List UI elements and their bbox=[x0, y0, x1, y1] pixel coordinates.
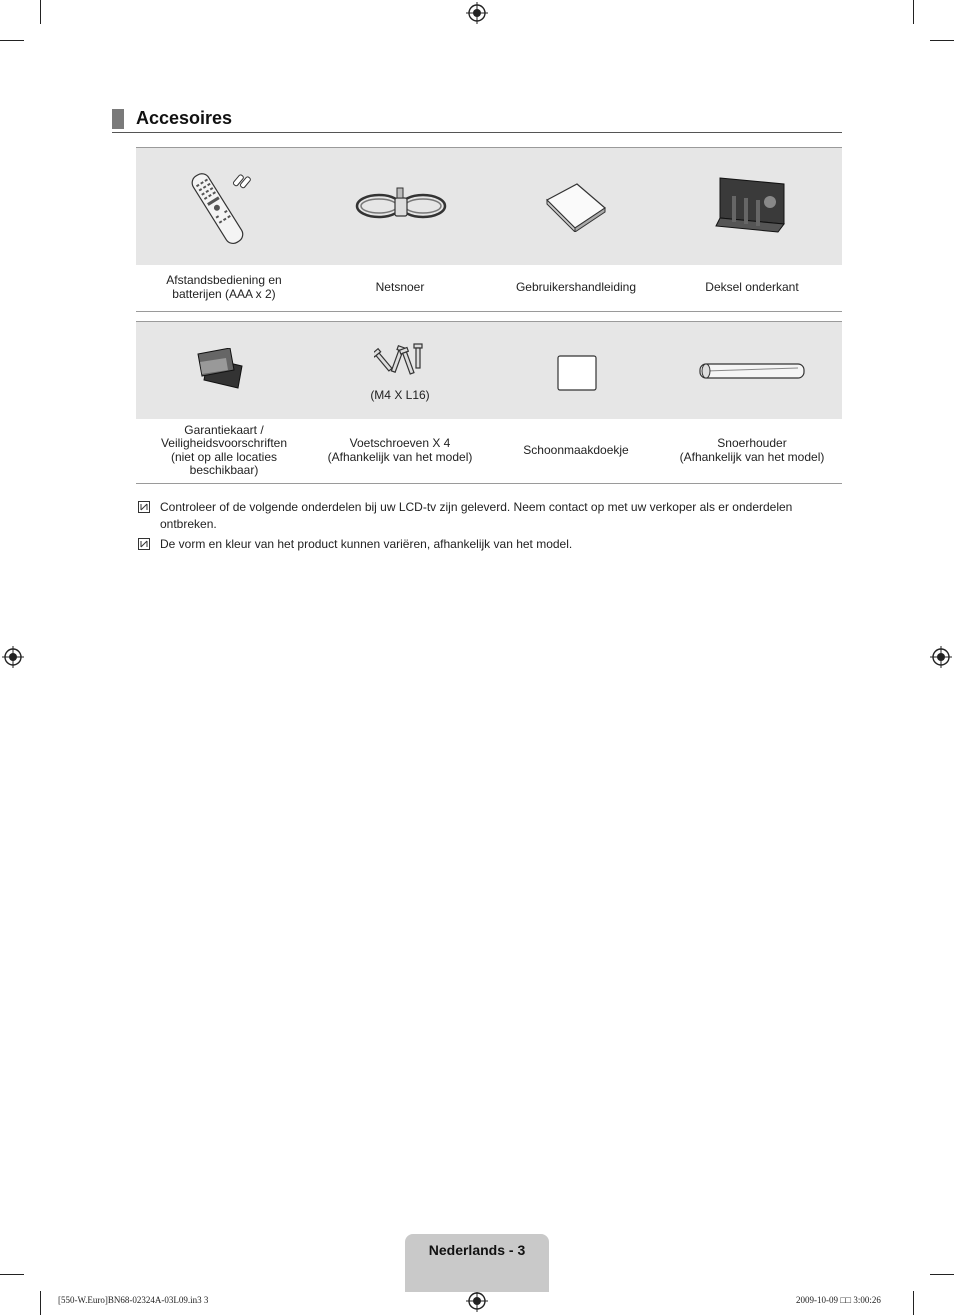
crop-mark bbox=[0, 1274, 24, 1275]
warranty-card-icon bbox=[194, 348, 246, 390]
crop-mark bbox=[913, 0, 914, 24]
crop-mark bbox=[40, 1291, 41, 1315]
cleaning-cloth-icon bbox=[556, 354, 598, 392]
screw-size-caption: (M4 X L16) bbox=[370, 388, 430, 402]
crop-mark bbox=[40, 0, 41, 24]
crop-mark bbox=[930, 1274, 954, 1275]
accessory-image-cable-holder bbox=[664, 322, 840, 419]
page-number-tab bbox=[405, 1234, 549, 1292]
accessory-image-warranty-card bbox=[136, 322, 312, 419]
cable-holder-icon bbox=[698, 360, 808, 382]
power-cord-icon bbox=[355, 186, 447, 226]
crop-mark bbox=[930, 40, 954, 41]
accessory-image-screws bbox=[312, 322, 488, 419]
accessory-image-row-2 bbox=[136, 321, 842, 419]
note-text: Controleer of de volgende onderdelen bij uw LCD-tv zijn geleverd. Neem contact op met uw verkoper als er onderdelen ontbreken. bbox=[160, 500, 793, 531]
crop-mark bbox=[0, 40, 24, 41]
manual-icon bbox=[543, 182, 609, 232]
file-info: [550-W.Euro]BN68-02324A-03L09.in3 3 bbox=[58, 1295, 209, 1305]
accessory-image-remote bbox=[136, 148, 312, 265]
accessory-image-row-1 bbox=[136, 147, 842, 265]
accessory-image-bottom-cover bbox=[664, 148, 840, 265]
accessory-label-row-2 bbox=[136, 418, 842, 484]
note-icon bbox=[138, 501, 150, 513]
remote-control-icon bbox=[180, 166, 260, 248]
registration-mark-icon bbox=[466, 2, 488, 24]
accessory-label-row-1 bbox=[136, 264, 842, 312]
section-heading bbox=[112, 108, 842, 133]
screws-icon bbox=[374, 342, 426, 384]
accessory-image-manual bbox=[488, 148, 664, 265]
note-icon bbox=[138, 538, 150, 550]
accessory-image-power-cord bbox=[312, 148, 488, 265]
heading-bar bbox=[112, 109, 124, 129]
note-text: De vorm en kleur van het product kunnen variëren, afhankelijk van het model. bbox=[160, 537, 573, 551]
registration-mark-icon bbox=[2, 646, 24, 668]
note-item bbox=[138, 536, 818, 554]
crop-mark bbox=[913, 1291, 914, 1315]
accessory-image-cleaning-cloth bbox=[488, 322, 664, 419]
accessory-label: Garantiekaart / Veiligheidsvoorschriften (niet op alle locaties beschikbaar) bbox=[160, 422, 288, 477]
bottom-cover-icon bbox=[712, 174, 792, 236]
accessory-label: Snoerhouder (Afhankelijk van het model) bbox=[679, 436, 825, 464]
registration-mark-icon bbox=[930, 646, 952, 668]
accessory-label: Schoonmaakdoekje bbox=[523, 442, 629, 457]
accessory-label: Gebruikershandleiding bbox=[515, 279, 637, 294]
accessory-label: Deksel onderkant bbox=[705, 279, 799, 294]
page-number: Nederlands - 3 bbox=[428, 1242, 526, 1258]
accessory-label: Afstandsbediening en batterijen (AAA x 2) bbox=[166, 273, 282, 301]
print-timestamp: 2009-10-09 □□ 3:00:26 bbox=[796, 1295, 881, 1305]
page-title: Accesoires bbox=[136, 108, 233, 128]
accessory-label: Netsnoer bbox=[375, 279, 425, 294]
registration-mark-icon bbox=[466, 1290, 488, 1312]
accessory-label: Voetschroeven X 4 (Afhankelijk van het model) bbox=[327, 436, 473, 464]
note-item bbox=[138, 499, 818, 535]
